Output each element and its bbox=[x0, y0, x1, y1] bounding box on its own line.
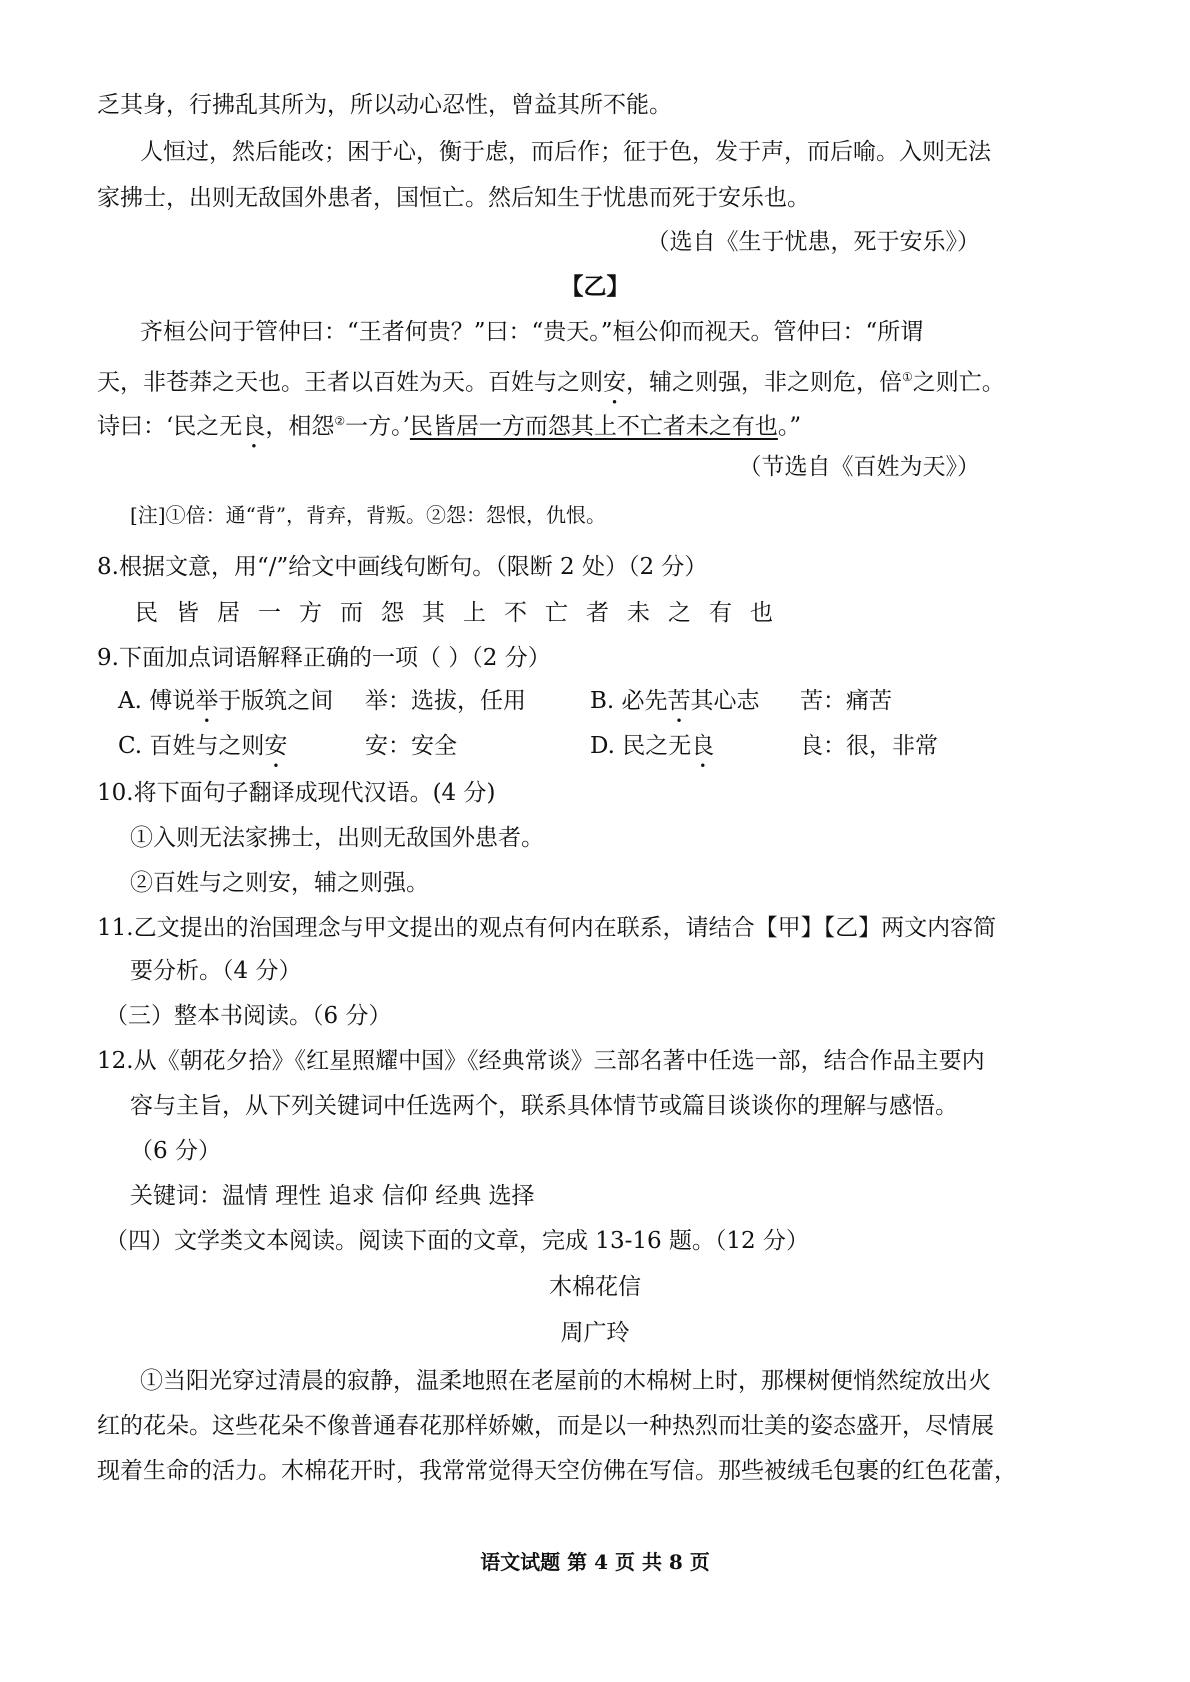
jia-line-2: 人恒过，然后能改；困于心，衡于虑，而后作；征于色，发于声，而后喻。入则无法 bbox=[140, 139, 991, 165]
article-p1-line-3: 现着生命的活力。木棉花开时，我常常觉得天空仿佛在写信。那些被绒毛包裹的红色花蕾， bbox=[97, 1458, 1017, 1484]
yi-line-3: 诗曰：‘民之无良，相怨②一方。’民皆居一方而怨其上不亡者未之有也。” bbox=[97, 413, 802, 440]
question-12-line-1: 12.从《朝花夕拾》《红星照耀中国》《经典常谈》三部名著中任选一部，结合作品主要内 bbox=[97, 1048, 985, 1074]
question-12-keywords: 关键词：温情 理性 追求 信仰 经典 选择 bbox=[130, 1183, 535, 1209]
option-b-explanation: 苦：痛苦 bbox=[800, 688, 892, 714]
question-8-stem: 8.根据文意，用“/”给文中画线句断句。（限断 2 处）（2 分） bbox=[97, 554, 708, 580]
question-10-sentence-1: ①入则无法家拂士，出则无敌国外患者。 bbox=[130, 825, 544, 851]
question-12-line-3: （6 分） bbox=[130, 1138, 221, 1164]
article-author: 周广玲 bbox=[560, 1320, 630, 1346]
article-title: 木棉花信 bbox=[549, 1274, 641, 1300]
underlined-sentence: 民皆居一方而怨其上不亡者未之有也 bbox=[409, 413, 778, 440]
section-4-heading: （四）文学类文本阅读。阅读下面的文章，完成 13-16 题。（12 分） bbox=[105, 1228, 810, 1254]
question-10-sentence-2: ②百姓与之则安，辅之则强。 bbox=[130, 870, 429, 896]
annotation-note: [注]①倍：通“背”，背弃，背叛。②怨：怨恨，仇恨。 bbox=[130, 503, 607, 527]
question-11-line-1: 11.乙文提出的治国理念与甲文提出的观点有何内在联系，请结合【甲】【乙】两文内容简 bbox=[97, 915, 997, 941]
option-c: C. 百姓与之则安 bbox=[118, 733, 288, 759]
option-d: D. 民之无良 bbox=[590, 733, 715, 759]
page-footer: 语文试题 第 4 页 共 8 页 bbox=[480, 1550, 710, 1574]
question-8-sentence: 民皆居一方而怨其上不亡者未之有也 bbox=[135, 600, 791, 626]
question-12-line-2: 容与主旨，从下列关键词中任选两个，联系具体情节或篇目谈谈你的理解与感悟。 bbox=[130, 1093, 958, 1119]
jia-line-1: 乏其身，行拂乱其所为，所以动心忍性，曾益其所不能。 bbox=[97, 92, 672, 118]
yi-title: 【乙】 bbox=[560, 273, 630, 300]
option-b: B. 必先苦其心志 bbox=[590, 688, 760, 714]
option-a: A. 傅说举于版筑之间 bbox=[118, 688, 334, 714]
option-a-explanation: 举：选拔，任用 bbox=[365, 688, 526, 714]
section-3-heading: （三）整本书阅读。（6 分） bbox=[105, 1003, 392, 1029]
article-p1-line-1: ①当阳光穿过清晨的寂静，温柔地照在老屋前的木棉树上时，那棵树便悄然绽放出火 bbox=[140, 1368, 991, 1394]
jia-source: （选自《生于忧患，死于安乐》） bbox=[646, 229, 980, 255]
question-10-stem: 10.将下面句子翻译成现代汉语。(4 分) bbox=[97, 780, 496, 806]
yi-source: （节选自《百姓为天》） bbox=[738, 454, 980, 480]
question-11-line-2: 要分析。（4 分） bbox=[130, 958, 302, 984]
article-p1-line-2: 红的花朵。这些花朵不像普通春花那样娇嫩，而是以一种热烈而壮美的姿态盛开，尽情展 bbox=[97, 1413, 994, 1439]
yi-line-2: 天，非苍莽之天也。王者以百姓为天。百姓与之则安，辅之则强，非之则危，倍①之则亡。 bbox=[97, 369, 1005, 396]
question-9-stem: 9.下面加点词语解释正确的一项（ ）（2 分） bbox=[97, 645, 551, 671]
option-d-explanation: 良：很，非常 bbox=[800, 733, 938, 759]
option-c-explanation: 安：安全 bbox=[365, 733, 457, 759]
yi-line-1: 齐桓公问于管仲曰：“王者何贵？”曰：“贵天。”桓公仰而视天。管仲曰：“所谓 bbox=[140, 319, 924, 345]
jia-line-3: 家拂士，出则无敌国外患者，国恒亡。然后知生于忧患而死于安乐也。 bbox=[97, 185, 810, 211]
